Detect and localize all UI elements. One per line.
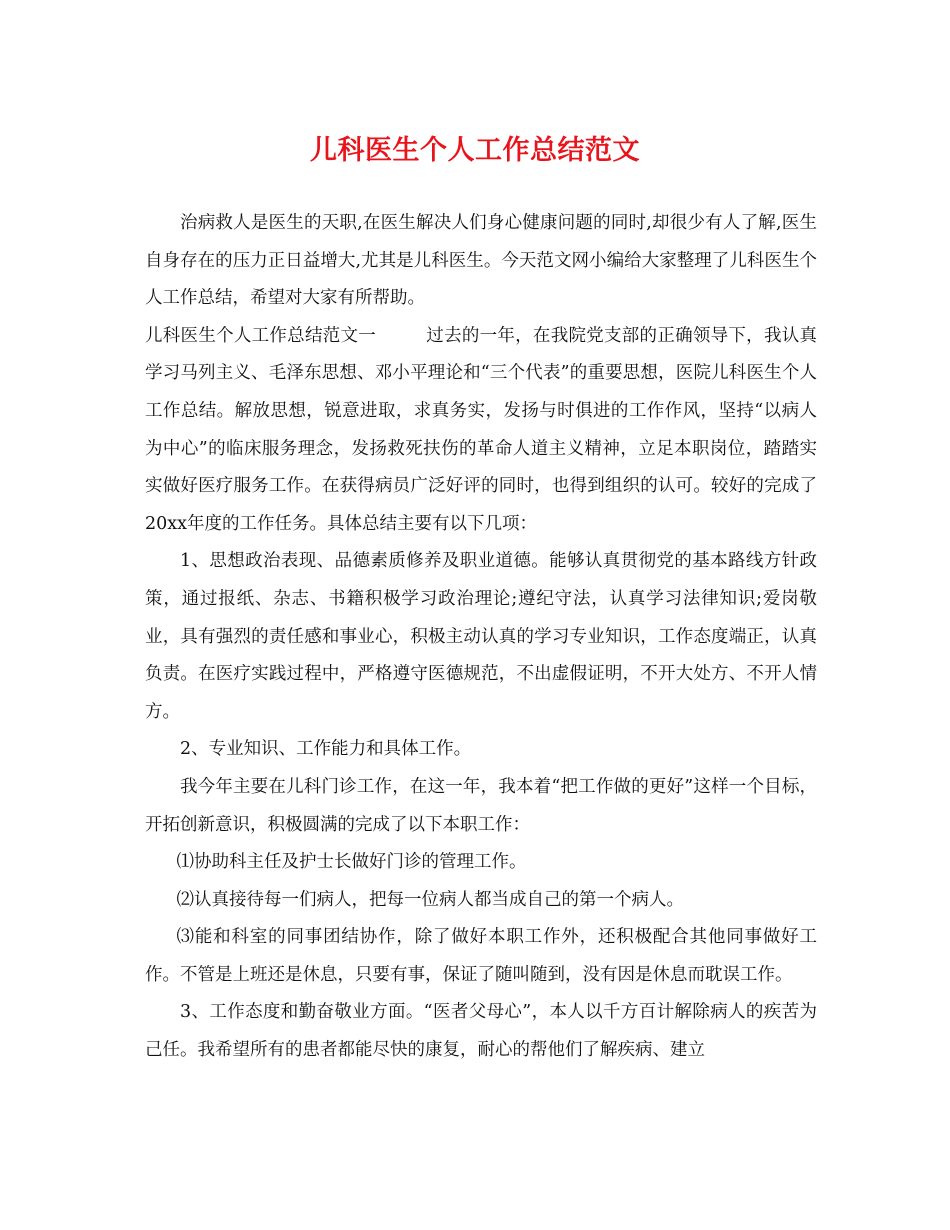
intro-paragraph: 治病救人是医生的天职,在医生解决人们身心健康问题的同时,却很少有人了解,医生自身存在的压力正日益增大,尤其是儿科医生。今天范文网小编给大家整理了儿科医生个人工作总结，希望对大家有所帮助。 bbox=[145, 213, 817, 309]
paragraph-2: 2、专业知识、工作能力和具体工作。 bbox=[180, 739, 472, 760]
section-paragraph bbox=[145, 318, 817, 544]
paragraph-5: ⑵认真接待每一们病人，把每一位病人都当成自己的第一个病人。 bbox=[176, 889, 684, 910]
paragraph-1: 1、思想政治表现、品德素质修养及职业道德。能够认真贯彻党的基本路线方针政策，通过报纸、杂志、书籍积极学习政治理论;遵纪守法，认真学习法律知识;爱岗敬业，具有强烈的责任感和事业心，积极主动认真的学习专业知识，工作态度端正，认真负责。在医疗实践过程中，严格遵守医德规范，不出虚假证明，不开大处方、不开人情方。 bbox=[145, 551, 817, 722]
section-heading: 儿科医生个人工作总结范文一 bbox=[145, 325, 377, 346]
paragraph-3: 我今年主要在儿科门诊工作，在这一年，我本着“把工作做的更好”这样一个目标，开拓创新意识，积极圆满的完成了以下本职工作： bbox=[145, 776, 817, 835]
document-title: 儿科医生个人工作总结范文 bbox=[310, 135, 640, 166]
paragraph-6: ⑶能和科室的同事团结协作，除了做好本职工作外，还积极配合其他同事做好工作。不管是上班还是休息，只要有事，保证了随叫随到，没有因是休息而耽误工作。 bbox=[145, 927, 817, 985]
paragraph-7: 3、工作态度和勤奋敬业方面。“医者父母心”，本人以千方百计解除病人的疾苦为己任。我希望所有的患者都能尽快的康复，耐心的帮他们了解疾病、建立 bbox=[145, 1002, 817, 1061]
paragraph-4: ⑴协助科主任及护士长做好门诊的管理工作。 bbox=[176, 852, 527, 873]
document-body bbox=[145, 205, 817, 1070]
section-body: 过去的一年，在我院党支部的正确领导下，我认真学习马列主义、毛泽东思想、邓小平理论和“三个代表”的重要思想，医院儿科医生个人工作总结。解放思想，锐意进取，求真务实，发扬与时俱进的工作作风，坚持“以病人为中心”的临床服务理念，发扬救死扶伤的革命人道主义精神，立足本职岗位，踏踏实实做好医疗服务工作。在获得病员广泛好评的同时，也得到组织的认可。较好的完成了20xx年度的工作任务。具体总结主要有以下几项： bbox=[145, 325, 818, 534]
